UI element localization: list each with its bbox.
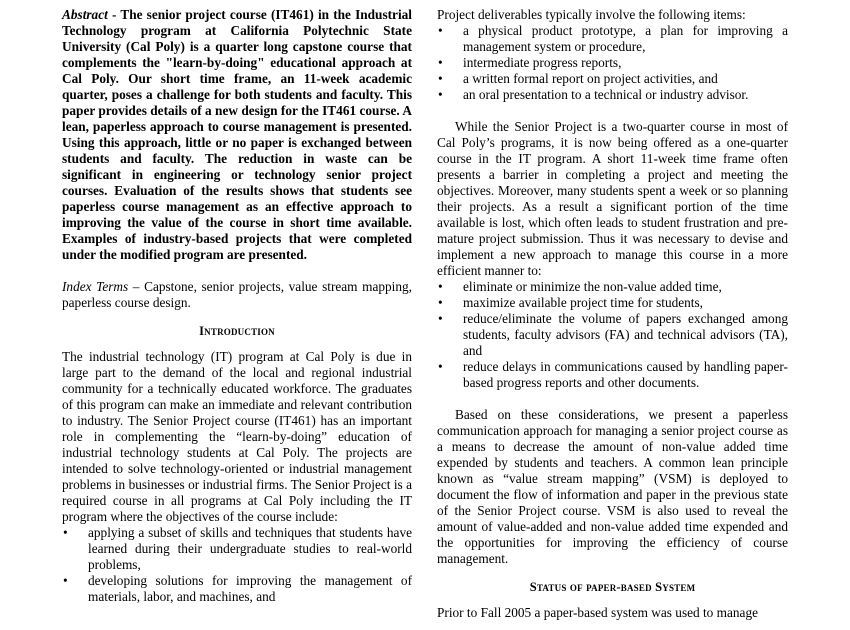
bullet-icon: •	[438, 55, 443, 70]
goals-list	[437, 279, 788, 391]
abstract-text: The senior project course (IT461) in the Industrial Technology program at California Polytechnic State University (Cal Poly) is a quarter long capstone course that complements the "learn-by-doing" educational approach at Cal Poly. Our short time frame, an 11-week academic quarter, poses a challenge for both students and faculty. This paper provides details of a new design for the IT461 course. A lean, paperless approach to course management is presented. Using this approach, little or no paper is exchanged between students and faculty. The reduction in waste can be significant in engineering or technology senior project courses. Evaluation of the results shows that students see paperless course management as an effective approach to improving the value of the course in short time available. Examples of industry-based projects that were completed under the modified program are presented.	[62, 7, 412, 262]
paperless-paragraph: Based on these considerations, we present a paperless communication approach for managing a senior project course as a means to decrease the amount of non-value added time expended by students and teachers. A common lean principle known as “value stream mapping” (VSM) is deployed to document the flow of information and paper in the previous state of the Senior Project course. VSM is also used to reveal the amount of value-added and non-value added time expended and the opportunities for improving the efficiency of course management.	[437, 407, 788, 566]
deliverable-item: • intermediate progress reports,	[438, 55, 622, 70]
abstract-label: Abstract	[62, 7, 108, 22]
bullet-icon: •	[438, 311, 443, 326]
abstract-paragraph: Abstract - The senior project course (IT461) in the Industrial Technology program at California Polytechnic State University (Cal Poly) is a quarter long capstone course that complements the "learn-by-doing" educational approach at Cal Poly. Our short time frame, an 11-week academic quarter, poses a challenge for both students and faculty. This paper provides details of a new design for the IT461 course. A lean, paperless approach to course management is presented. Using this approach, little or no paper is exchanged between students and faculty. The reduction in waste can be significant in engineering or technology senior project courses. Evaluation of the results shows that students see paperless course management as an effective approach to improving the value of the course in short time available. Examples of industry-based projects that were completed under the modified program are presented.	[62, 7, 412, 262]
goal-item: • reduce/eliminate the volume of papers exchanged among students, faculty advisors (FA) and technical advisors (TA), and	[438, 311, 788, 358]
bullet-icon: •	[438, 279, 443, 294]
goal-item: • eliminate or minimize the non-value added time,	[438, 279, 722, 294]
status-heading: Status of paper-based System	[529, 580, 696, 594]
right-column	[437, 7, 788, 621]
left-column	[62, 7, 412, 605]
bullet-icon: •	[438, 295, 443, 310]
introduction-heading: Introduction	[199, 324, 275, 338]
bullet-icon: •	[63, 525, 68, 540]
bullet-icon: •	[438, 71, 443, 86]
goal-item: • reduce delays in communications caused by handling paper-based progress reports and other documents.	[438, 359, 788, 390]
bullet-icon: •	[438, 359, 443, 374]
deliverable-item: • an oral presentation to a technical or industry advisor.	[438, 87, 749, 102]
index-terms-label: Index Terms	[62, 279, 129, 294]
deliverable-item: • a written formal report on project activities, and	[438, 71, 718, 86]
bullet-icon: •	[63, 573, 68, 588]
index-terms-text: Capstone, senior projects, value stream mapping, paperless course design.	[62, 279, 412, 310]
deliverable-item: • a physical product prototype, a plan for improving a management system or procedure,	[438, 23, 788, 54]
introduction-paragraph: The industrial technology (IT) program at Cal Poly is due in large part to the demand of the local and regional industrial community for a technically educated workforce. The graduates of this program can make an immediate and relevant contribution to industry. The Senior Project course (IT461) has an important role in complementing the “learn-by-doing” education of industrial technology students at Cal Poly. The projects are intended to solve technology-oriented or industrial management problems in businesses or industrial firms. The Senior Project is a required course in all programs at Cal Poly including the IT program where the objectives of the course include:	[62, 349, 412, 524]
objectives-list	[62, 525, 412, 605]
bullet-icon: •	[438, 87, 443, 102]
objective-item: • applying a subset of skills and techniques that students have learned during their undergraduate studies to real-world problems,	[63, 525, 412, 572]
two-quarter-paragraph: While the Senior Project is a two-quarter course in most of Cal Poly’s programs, it is now being offered as a one-quarter course in the IT program. A short 11-week time frame often presents a barrier in completing a project and meeting the objectives. Moreover, many students spent a week or so planning their projects. As a result a significant portion of the time available is lost, which often leads to student frustration and pre-mature project submission. Thus it was necessary to devise and implement a new approach to manage this course in a more efficient manner to:	[437, 119, 788, 278]
index-terms-paragraph: Index Terms – Capstone, senior projects, value stream mapping, paperless course design.	[62, 279, 412, 310]
status-paragraph: Prior to Fall 2005 a paper-based system was used to manage	[437, 605, 759, 620]
objective-item: • developing solutions for improving the management of materials, labor, and machines, and	[63, 573, 412, 604]
goal-item: • maximize available project time for students,	[438, 295, 703, 310]
bullet-icon: •	[438, 23, 443, 38]
deliverables-list	[437, 23, 788, 103]
deliverables-intro: Project deliverables typically involve the following items:	[437, 7, 746, 22]
